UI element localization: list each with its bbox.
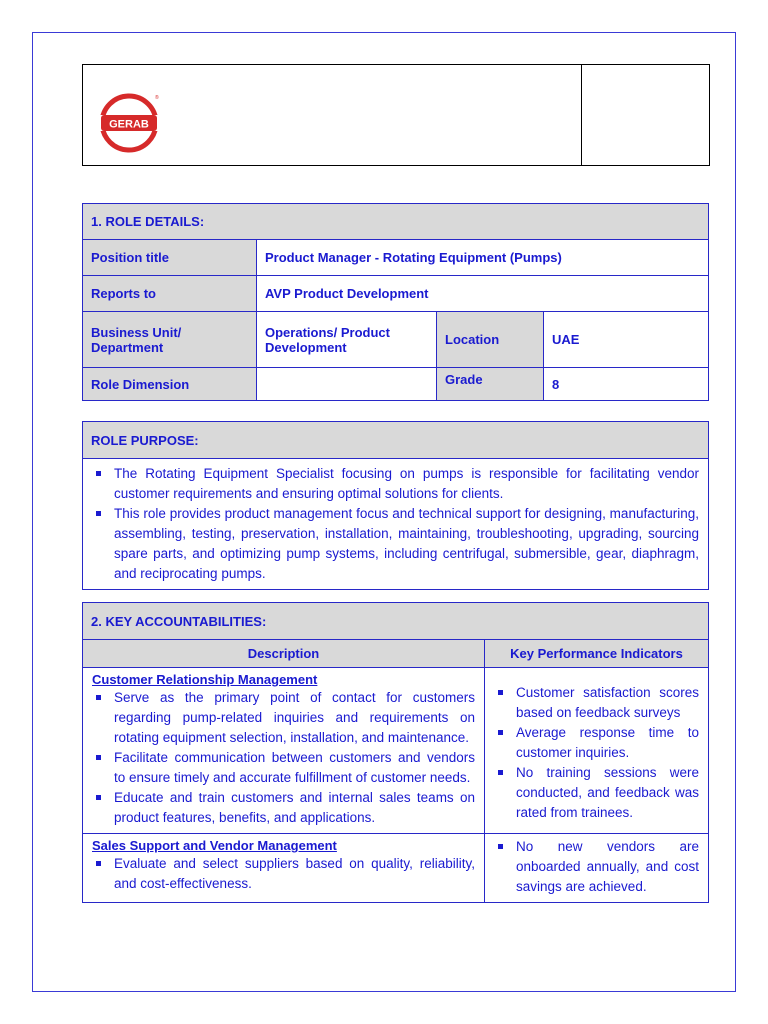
kpi-items [486,669,707,827]
grade-value: 8 [544,368,709,401]
list-item: No new vendors are onboarded annually, and cost savings are achieved. [494,837,699,897]
role-dimension-value [257,368,437,401]
header-right-cell [582,65,709,165]
business-unit-value [257,312,437,368]
business-unit-label-line2: Department [91,339,164,355]
list-item: Average response time to customer inquiries. [494,723,699,763]
accountability-group-kpis [485,834,709,903]
list-item: Evaluate and select suppliers based on quality, reliability, and cost-effectiveness. [92,854,475,894]
group-title: Customer Relationship Management [92,672,318,687]
list-item: The Rotating Equipment Specialist focusing on pumps is responsible for facilitating vendor customer requirements and ensuring optimal solutions for clients. [92,464,699,504]
role-purpose-list [84,460,707,588]
list-item: Customer satisfaction scores based on feedback surveys [494,683,699,723]
gerab-logo-icon [99,93,159,153]
list-item: Serve as the primary point of contact for customers regarding pump-related inquiries and requirements on rotating equipment selection, installation, and maintenance. [92,688,475,748]
role-purpose-table [82,421,709,590]
reports-to-label: Reports to [83,276,257,312]
business-unit-label-line1: Business Unit/ [91,324,182,340]
header-logo-cell [83,65,582,165]
location-label: Location [437,312,544,368]
group-items [84,688,483,832]
role-dimension-label: Role Dimension [83,368,257,401]
business-unit-value-line1: Operations/ Product [265,324,390,340]
location-value: UAE [544,312,709,368]
accountability-group-description [83,834,485,903]
description-column-header: Description [83,640,485,668]
logo-text: GERAB [109,118,149,131]
group-title: Sales Support and Vendor Management [92,838,337,853]
group-items [84,854,483,898]
business-unit-value-line2: Development [265,339,347,355]
role-purpose-heading: ROLE PURPOSE: [83,422,709,459]
role-purpose-body [83,459,709,590]
accountability-group-kpis [485,668,709,834]
document-header [82,64,710,166]
svg-text:®: ® [155,95,159,101]
list-item: This role provides product management focus and technical support for designing, manufacturing, assembling, testing, preservation, installation, maintaining, troubleshooting, upgrading, sourcing spare parts, and optimizing pump systems, including centrifugal, submersible, gear, diaphragm, and reciprocating pumps. [92,504,699,584]
kpi-column-header: Key Performance Indicators [485,640,709,668]
position-title-value: Product Manager - Rotating Equipment (Pumps) [257,240,709,276]
role-details-heading: 1. ROLE DETAILS: [83,204,709,240]
key-accountabilities-table [82,602,709,903]
list-item: No training sessions were conducted, and feedback was rated from trainees. [494,763,699,823]
list-item: Educate and train customers and internal sales teams on product features, benefits, and applications. [92,788,475,828]
reports-to-value: AVP Product Development [257,276,709,312]
business-unit-label [83,312,257,368]
accountability-group-description [83,668,485,834]
role-details-table [82,203,709,401]
position-title-label: Position title [83,240,257,276]
kpi-items [486,835,707,901]
list-item: Facilitate communication between customers and vendors to ensure timely and accurate fulfillment of customer needs. [92,748,475,788]
grade-label: Grade [437,368,544,401]
key-accountabilities-heading: 2. KEY ACCOUNTABILITIES: [83,603,709,640]
